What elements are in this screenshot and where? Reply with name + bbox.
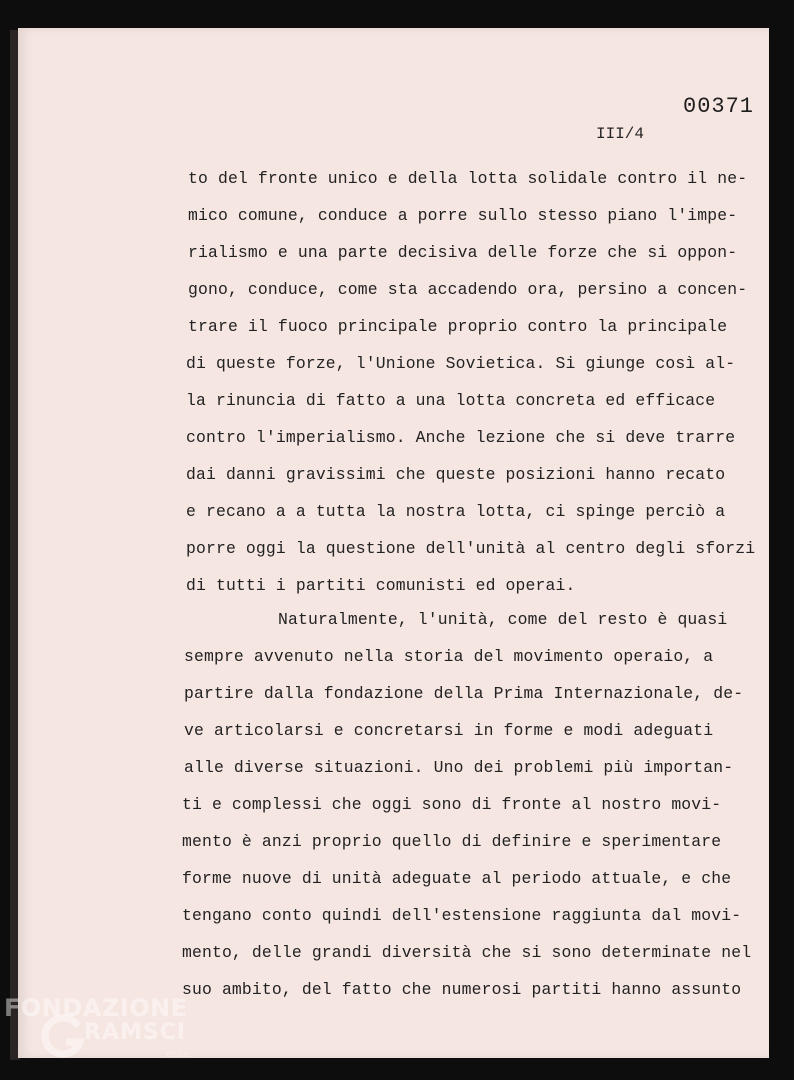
text-line: dai danni gravissimi che queste posizioni hanno recato [186,465,726,484]
text-line: ve articolarsi e concretarsi in forme e modi adeguati [184,721,714,740]
watermark-onlus: onlus [166,1050,191,1060]
text-line: mento, delle grandi diversità che si sono determinate nel [182,943,752,962]
text-line: mento è anzi proprio quello di definire e sperimentare [182,832,722,851]
text-line: contro l'imperialismo. Anche lezione che si deve trarre [186,428,736,447]
paragraph-start-line: Naturalmente, l'unità, come del resto è quasi [278,610,728,629]
text-line: di queste forze, l'Unione Sovietica. Si giunge così al- [186,354,736,373]
watermark-name: RAMSCI [84,1020,187,1045]
text-line: tengano conto quindi dell'estensione raggiunta dal movi- [182,906,742,925]
text-line: alle diverse situazioni. Uno dei problemi più importan- [184,758,734,777]
text-line: trare il fuoco principale proprio contro la principale [188,317,728,336]
text-line: partire dalla fondazione della Prima Internazionale, de- [184,684,744,703]
text-line: sempre avvenuto nella storia del movimento operaio, a [184,647,714,666]
text-line: gono, conduce, come sta accadendo ora, persino a concen- [188,280,748,299]
text-line: e recano a a tutta la nostra lotta, ci spinge perciò a [186,502,726,521]
text-line: di tutti i partiti comunisti ed operai. [186,576,576,595]
text-line: to del fronte unico e della lotta solidale contro il ne- [188,169,748,188]
text-line: suo ambito, del fatto che numerosi partiti hanno assunto [182,980,742,999]
text-line: rialismo e una parte decisiva delle forze che si oppon- [188,243,738,262]
page-reference: III/4 [596,125,645,143]
text-line: mico comune, conduce a porre sullo stesso piano l'impe- [188,206,738,225]
text-line: la rinuncia di fatto a una lotta concreta ed efficace [186,391,716,410]
text-line: ti e complessi che oggi sono di fronte al nostro movi- [182,795,722,814]
text-line: forme nuove di unità adeguate al periodo attuale, e che [182,869,732,888]
document-page [18,28,769,1058]
archive-stamp-number: 00371 [683,94,755,119]
text-line: porre oggi la questione dell'unità al centro degli sforzi [186,539,756,558]
watermark-title: FONDAZIONE [4,994,188,1022]
